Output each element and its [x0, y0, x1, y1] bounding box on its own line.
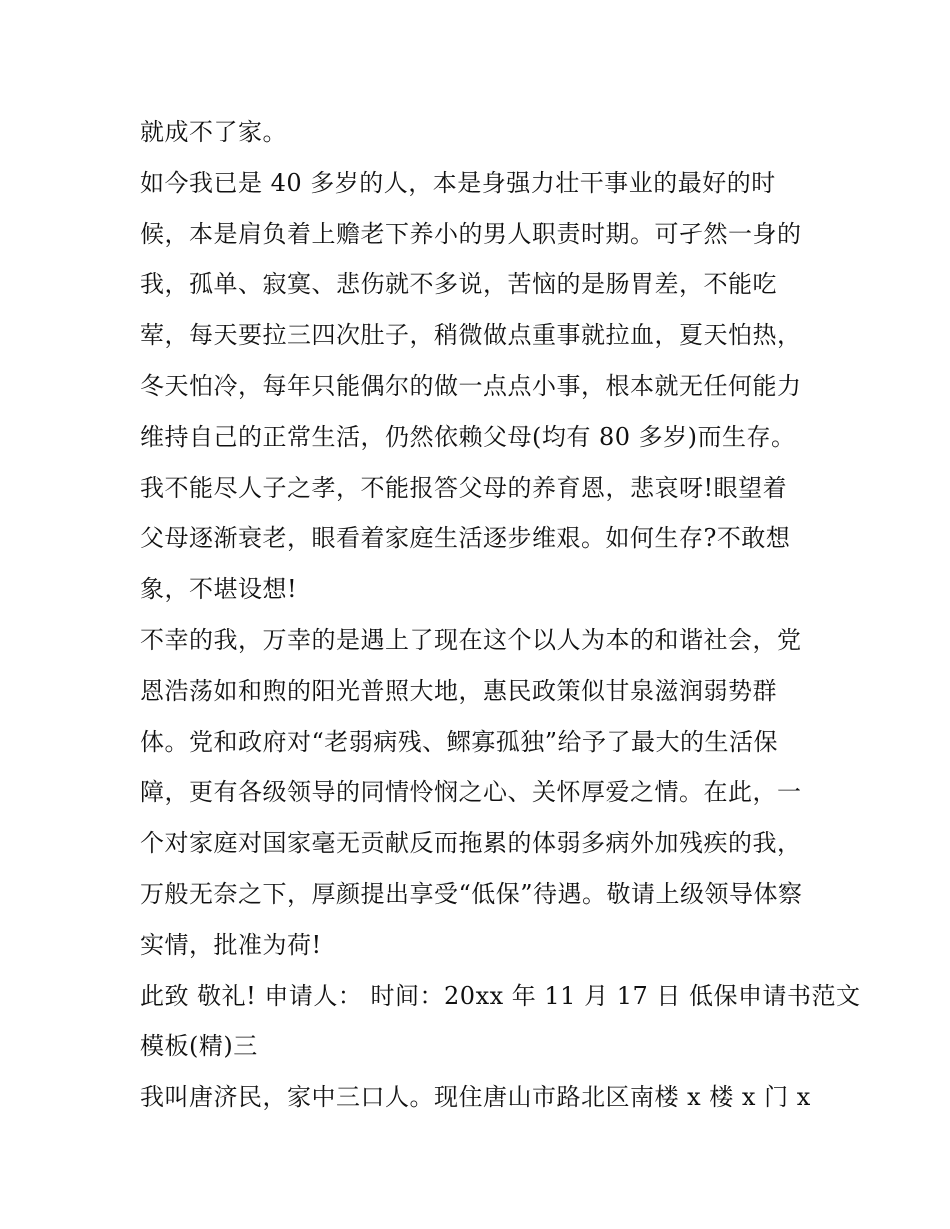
document-body	[140, 107, 861, 1123]
text-line: 冬天怕冷，每年只能偶尔的做一点点小事，根本就无任何能力	[140, 371, 802, 400]
text-line: 恩浩荡如和煦的阳光普照大地，惠民政策似甘泉滋润弱势群	[140, 676, 777, 705]
text-line: 如今我已是 40 多岁的人，本是身强力壮干事业的最好的时	[140, 168, 776, 197]
text-line: 我，孤单、寂寞、悲伤就不多说，苦恼的是肠胃差，不能吃	[140, 270, 777, 299]
text-line: 候，本是肩负着上赡老下养小的男人职责时期。可孑然一身的	[140, 219, 802, 248]
text-line: 我不能尽人子之孝，不能报答父母的养育恩，悲哀呀!眼望着	[140, 473, 788, 502]
text-line: 荤，每天要拉三四次肚子，稍微做点重事就拉血，夏天怕热，	[140, 321, 802, 350]
text-line: 实情，批准为荷!	[140, 930, 322, 959]
text-line: 万般无奈之下，厚颜提出享受“低保”待遇。敬请上级领导体察	[140, 879, 803, 908]
text-line: 此致 敬礼! 申请人： 时间：20xx 年 11 月 17 日 低保申请书范文	[140, 981, 861, 1010]
text-line: 维持自己的正常生活，仍然依赖父母(均有 80 多岁)而生存。	[140, 422, 796, 451]
text-line: 象，不堪设想!	[140, 575, 298, 604]
text-line: 模板(精)三	[140, 1032, 258, 1061]
text-line: 体。党和政府对“老弱病残、鳏寡孤独”给予了最大的生活保	[140, 727, 779, 756]
text-line: 我叫唐济民，家中三口人。现住唐山市路北区南楼 x 楼 x 门 x	[140, 1083, 811, 1112]
text-line: 障，更有各级领导的同情怜悯之心、关怀厚爱之情。在此，一	[140, 778, 802, 807]
text-line: 不幸的我，万幸的是遇上了现在这个以人为本的和谐社会，党	[140, 625, 802, 654]
text-line: 父母逐渐衰老，眼看着家庭生活逐步维艰。如何生存?不敢想	[140, 524, 791, 553]
text-line: 就成不了家。	[140, 118, 287, 146]
text-line: 个对家庭对国家毫无贡献反而拖累的体弱多病外加残疾的我，	[140, 829, 802, 858]
